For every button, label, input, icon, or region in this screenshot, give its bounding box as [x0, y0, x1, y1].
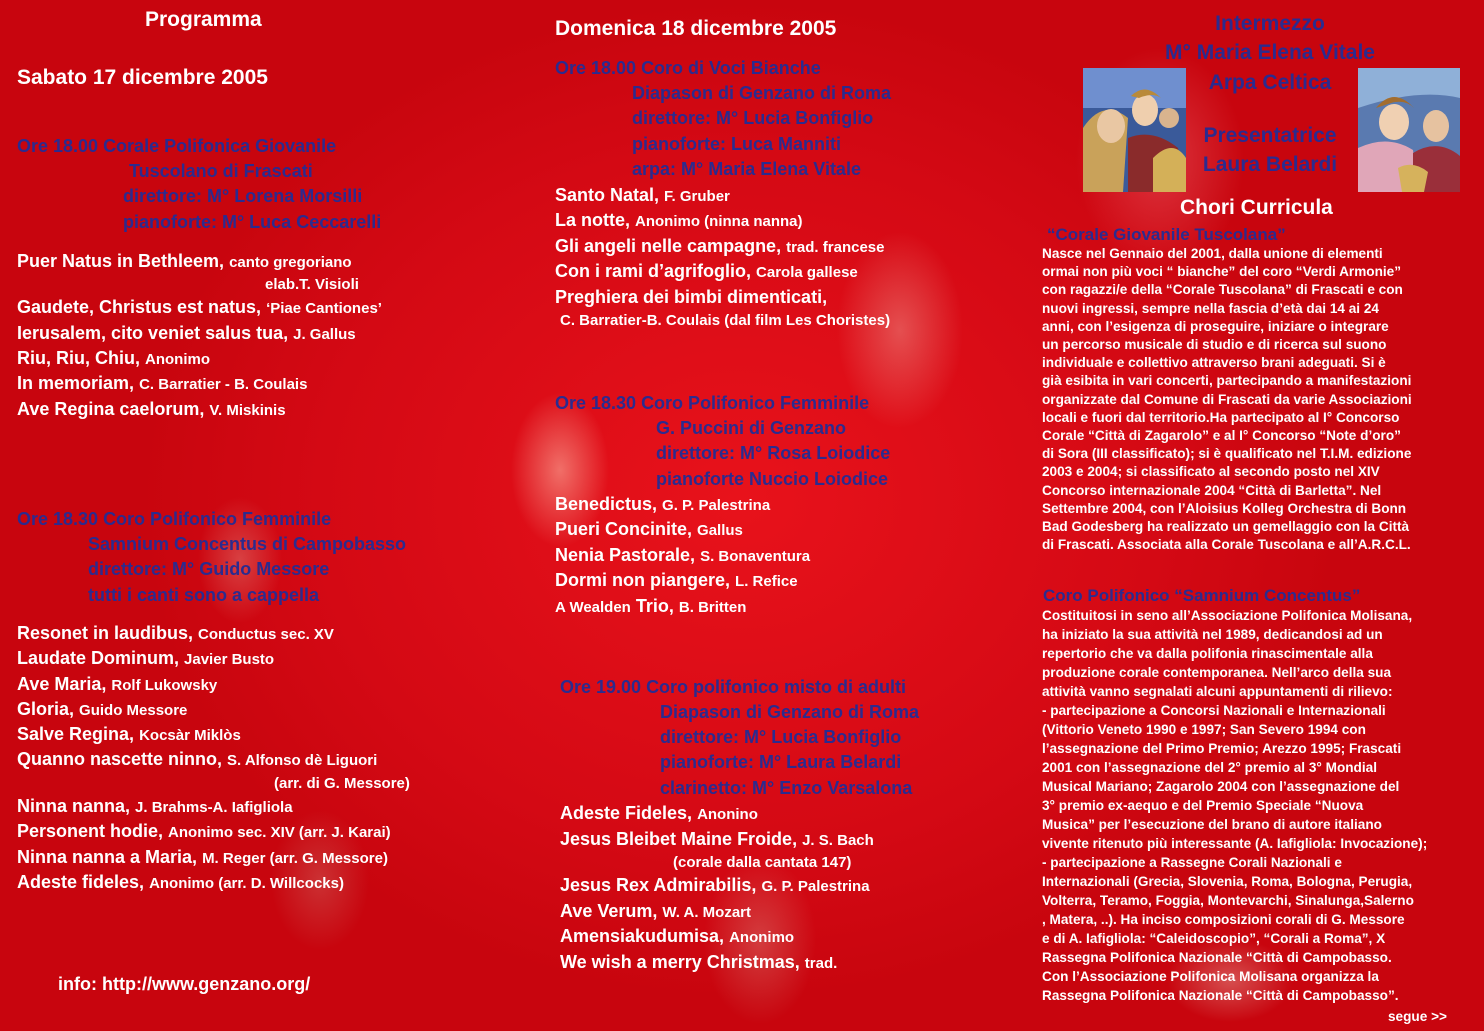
- presentatrice-line: Laura Belardi: [1202, 153, 1338, 176]
- bio-line: di Sora (III classificato); si è qualificato nel T.I.M. edizione: [1042, 446, 1412, 462]
- bio-line: Corale “Città di Zagarolo” e al I° Concorso “Note d’oro”: [1042, 428, 1401, 443]
- col2-block3-line: direttore: M° Lucia Bonfiglio: [660, 727, 902, 747]
- bio-line: ormai non più voci “ bianche” del coro “Verdi Armonie”: [1042, 264, 1402, 280]
- song-item: Dormi non piangere, L. Refice: [555, 570, 798, 590]
- bio-line: attività vanno segnalati alcuni appuntamenti di rilievo:: [1042, 684, 1393, 699]
- bio-line: ha iniziato la sua attività nel 1989, dedicandosi ad un: [1042, 627, 1383, 642]
- presentatrice-line: Presentatrice: [1203, 124, 1337, 147]
- programma-heading: Programma: [145, 8, 262, 31]
- bio-line: Rassegna Polifonica Nazionale “Città di Campobasso.: [1042, 950, 1392, 965]
- col2-block2-line: Ore 18.30 Coro Polifonico Femminile: [555, 393, 870, 413]
- bio-line: Concorso internazionale 2004 “Città di Barletta”. Nel: [1042, 482, 1382, 498]
- bio-line: - partecipazione a Concorsi Nazionali e Internazionali: [1042, 703, 1386, 718]
- song-item: Salve Regina, Kocsàr Miklòs: [17, 724, 241, 744]
- angel-painting-right-svg: [1358, 68, 1460, 192]
- bio-line: produzione corale contemporanea. Nell’arco della sua: [1042, 665, 1392, 680]
- song-item: Gaudete, Christus est natus, ‘Piae Cantiones’: [17, 297, 382, 317]
- bio-line: anni, con l’esigenza di proseguire, iniziare o integrare: [1042, 318, 1389, 334]
- song-item: Jesus Rex Admirabilis, G. P. Palestrina: [560, 875, 870, 895]
- song-note: C. Barratier-B. Coulais (dal film Les Choristes): [560, 312, 891, 329]
- song-item: Riu, Riu, Chiu, Anonimo: [17, 348, 211, 368]
- bio-line: Nasce nel Gennaio del 2001, dalla unione di elementi: [1042, 246, 1383, 261]
- col2-block1-line: Diapason di Genzano di Roma: [632, 83, 892, 103]
- bio-line: Con l’Associazione Polifonica Molisana organizza la: [1042, 969, 1379, 984]
- song-item: Preghiera dei bimbi dimenticati,: [555, 287, 828, 307]
- song-item: Resonet in laudibus, Conductus sec. XV: [17, 623, 334, 643]
- bio-line: (Vittorio Veneto 1990 e 1997; San Severo 1994 con: [1042, 722, 1366, 737]
- song-item: Ninna nanna a Maria, M. Reger (arr. G. Messore): [17, 847, 388, 867]
- angel-painting-left-svg: [1083, 68, 1186, 192]
- intermezzo-line: Intermezzo: [1215, 12, 1325, 35]
- song-item: Quanno nascette ninno, S. Alfonso dè Liguori: [17, 749, 378, 769]
- bio-line: organizzate dal Comune di Frascati da varie Associazioni: [1042, 391, 1412, 407]
- bio-line: Volterra, Teramo, Foggia, Montevarchi, Sinalunga,Salerno: [1042, 893, 1414, 908]
- song-item: Adeste Fideles, Anonino: [560, 803, 758, 823]
- song-item: Ave Verum, W. A. Mozart: [560, 901, 752, 921]
- col1-block2-line: tutti i canti sono a cappella: [88, 585, 320, 605]
- bio-line: vivente ritenuto più interessante (A. Iafigliola: Invocazione);: [1042, 836, 1428, 851]
- bio-line: già esibita in vari concerti, partecipando a manifestazioni: [1042, 373, 1412, 389]
- song-item: Ave Maria, Rolf Lukowsky: [17, 674, 218, 694]
- col2-block3-line: Diapason di Genzano di Roma: [660, 702, 920, 722]
- col2-block1-line: arpa: M° Maria Elena Vitale: [632, 159, 861, 179]
- song-item: In memoriam, C. Barratier - B. Coulais: [17, 373, 308, 393]
- corale-tuscolana-subtitle: “Corale Giovanile Tuscolana”: [1047, 225, 1286, 244]
- col2-block2-line: direttore: M° Rosa Loiodice: [656, 443, 891, 463]
- bio-line: repertorio che va dalla polifonia rinascimentale alla: [1042, 646, 1373, 661]
- chori-curricula-heading: Chori Curricula: [1180, 196, 1333, 219]
- song-item: Adeste fideles, Anonimo (arr. D. Willcocks): [17, 872, 344, 892]
- col2-block1-line: pianoforte: Luca Manniti: [632, 134, 841, 154]
- col2-block3-line: Ore 19.00 Coro polifonico misto di adulti: [560, 677, 907, 697]
- sunday-date: Domenica 18 dicembre 2005: [555, 17, 837, 40]
- song-note: (corale dalla cantata 147): [673, 854, 852, 871]
- intermezzo-line: Arpa Celtica: [1208, 71, 1332, 94]
- col2-block3-line: pianoforte: M° Laura Belardi: [660, 752, 902, 772]
- bio-line: Musica” per l’esecuzione del brano di autore italiano: [1042, 817, 1382, 832]
- song-item: Personent hodie, Anonimo sec. XIV (arr. J. Karai): [17, 821, 391, 841]
- song-item: Ave Regina caelorum, V. Miskinis: [17, 399, 286, 419]
- col1-block1-line: direttore: M° Lorena Morsilli: [123, 186, 363, 206]
- angel-painting-left: [1083, 68, 1186, 192]
- intermezzo-line: M° Maria Elena Vitale: [1165, 41, 1375, 64]
- song-item: Santo Natal, F. Gruber: [555, 185, 730, 205]
- song-item: Pueri Concinite, Gallus: [555, 519, 743, 539]
- angel-painting-right: [1358, 68, 1460, 192]
- song-item: Nenia Pastorale, S. Bonaventura: [555, 545, 811, 565]
- bio-line: Internazionali (Grecia, Slovenia, Roma, Bologna, Perugia,: [1042, 874, 1413, 889]
- song-item: Gloria, Guido Messore: [17, 699, 188, 719]
- bio-line: con ragazzi/e della “Corale Tuscolana” di Frascati e con: [1042, 282, 1403, 298]
- bio-line: un percorso musicale di studio e di ricerca sul suono: [1042, 337, 1387, 352]
- song-note: elab.T. Visioli: [265, 276, 359, 293]
- bio-line: di Frascati. Associata alla Corale Tuscolana e all’A.R.C.L.: [1042, 537, 1411, 553]
- song-item: Ninna nanna, J. Brahms-A. Iafigliola: [17, 796, 293, 816]
- col2-block2-line: pianoforte Nuccio Loiodice: [656, 469, 889, 489]
- song-item: Benedictus, G. P. Palestrina: [555, 494, 771, 514]
- song-item: Puer Natus in Bethleem, canto gregoriano: [17, 251, 352, 271]
- col1-block2-line: direttore: M° Guido Messore: [88, 559, 330, 579]
- col2-block1-line: direttore: M° Lucia Bonfiglio: [632, 108, 874, 128]
- bio-line: 2003 e 2004; si classificato al secondo posto nel XIV: [1042, 464, 1380, 480]
- bio-line: 3° premio ex-aequo e del Premio Speciale “Nuova: [1042, 798, 1364, 813]
- bio-line: Bad Godesberg ha realizzato un gemellaggio con la Città: [1042, 519, 1410, 534]
- song-item: Ierusalem, cito veniet salus tua, J. Gallus: [17, 323, 356, 343]
- segue-link[interactable]: segue >>: [1388, 1009, 1447, 1024]
- bio-line: locali e fuori dal territorio.Ha partecipato al I° Concorso: [1042, 409, 1400, 425]
- bio-line: - partecipazione a Rassegne Corali Nazionali e: [1042, 855, 1342, 870]
- samnium-concentus-subtitle: Coro Polifonico “Samnium Concentus”: [1043, 586, 1361, 605]
- bio-line: Costituitosi in seno all’Associazione Polifonica Molisana,: [1042, 608, 1413, 623]
- bio-line: 2001 con l’assegnazione del 2° premio al 3° Mondial: [1042, 760, 1377, 775]
- song-item: Gli angeli nelle campagne, trad. francese: [555, 236, 885, 256]
- song-note: (arr. di G. Messore): [274, 775, 410, 792]
- saturday-date: Sabato 17 dicembre 2005: [17, 66, 268, 89]
- bio-line: , Matera, ..). Ha inciso composizioni corali di G. Messore: [1042, 912, 1405, 927]
- song-item: Jesus Bleibet Maine Froide, J. S. Bach: [560, 829, 874, 849]
- bio-line: nuovi ingressi, sempre nella fascia d’età dai 14 ai 24: [1042, 300, 1379, 316]
- song-item: Laudate Dominum, Javier Busto: [17, 648, 275, 668]
- col1-block2-line: Ore 18.30 Coro Polifonico Femminile: [17, 509, 332, 529]
- bio-line: Settembre 2004, con l’Aloisius Kolleg Orchestra di Bonn: [1042, 500, 1407, 516]
- song-item: Amensiakudumisa, Anonimo: [560, 926, 795, 946]
- bio-line: e di A. Iafigliola: “Caleidoscopio”, “Corali a Roma”, X: [1042, 931, 1386, 946]
- col2-block1-line: Ore 18.00 Coro di Voci Bianche: [555, 58, 821, 78]
- col1-block1-line: Tuscolano di Frascati: [129, 161, 313, 181]
- song-item: Con i rami d’agrifoglio, Carola gallese: [555, 261, 858, 281]
- col1-block1-line: Ore 18.00 Corale Polifonica Giovanile: [17, 136, 337, 156]
- col1-block1-line: pianoforte: M° Luca Ceccarelli: [123, 212, 382, 232]
- bio-line: individuale e collettivo attraverso brani adeguati. Si è: [1042, 355, 1386, 371]
- bio-line: l’assegnazione del Primo Premio; Arezzo 1995; Frascati: [1042, 741, 1402, 756]
- col1-block2-line: Samnium Concentus di Campobasso: [88, 534, 407, 554]
- bio-line: Musical Mariano; Zagarolo 2004 con l’assegnazione del: [1042, 779, 1400, 794]
- song-item: A Wealden Trio, B. Britten: [555, 596, 747, 616]
- song-item: La notte, Anonimo (ninna nanna): [555, 210, 803, 230]
- bio-line: Rassegna Polifonica Nazionale “Città di Campobasso”.: [1042, 988, 1399, 1003]
- col2-block2-line: G. Puccini di Genzano: [656, 418, 847, 438]
- col2-block3-line: clarinetto: M° Enzo Varsalona: [660, 778, 913, 798]
- info-link[interactable]: info: http://www.genzano.org/: [58, 974, 311, 994]
- song-item: We wish a merry Christmas, trad.: [560, 952, 838, 972]
